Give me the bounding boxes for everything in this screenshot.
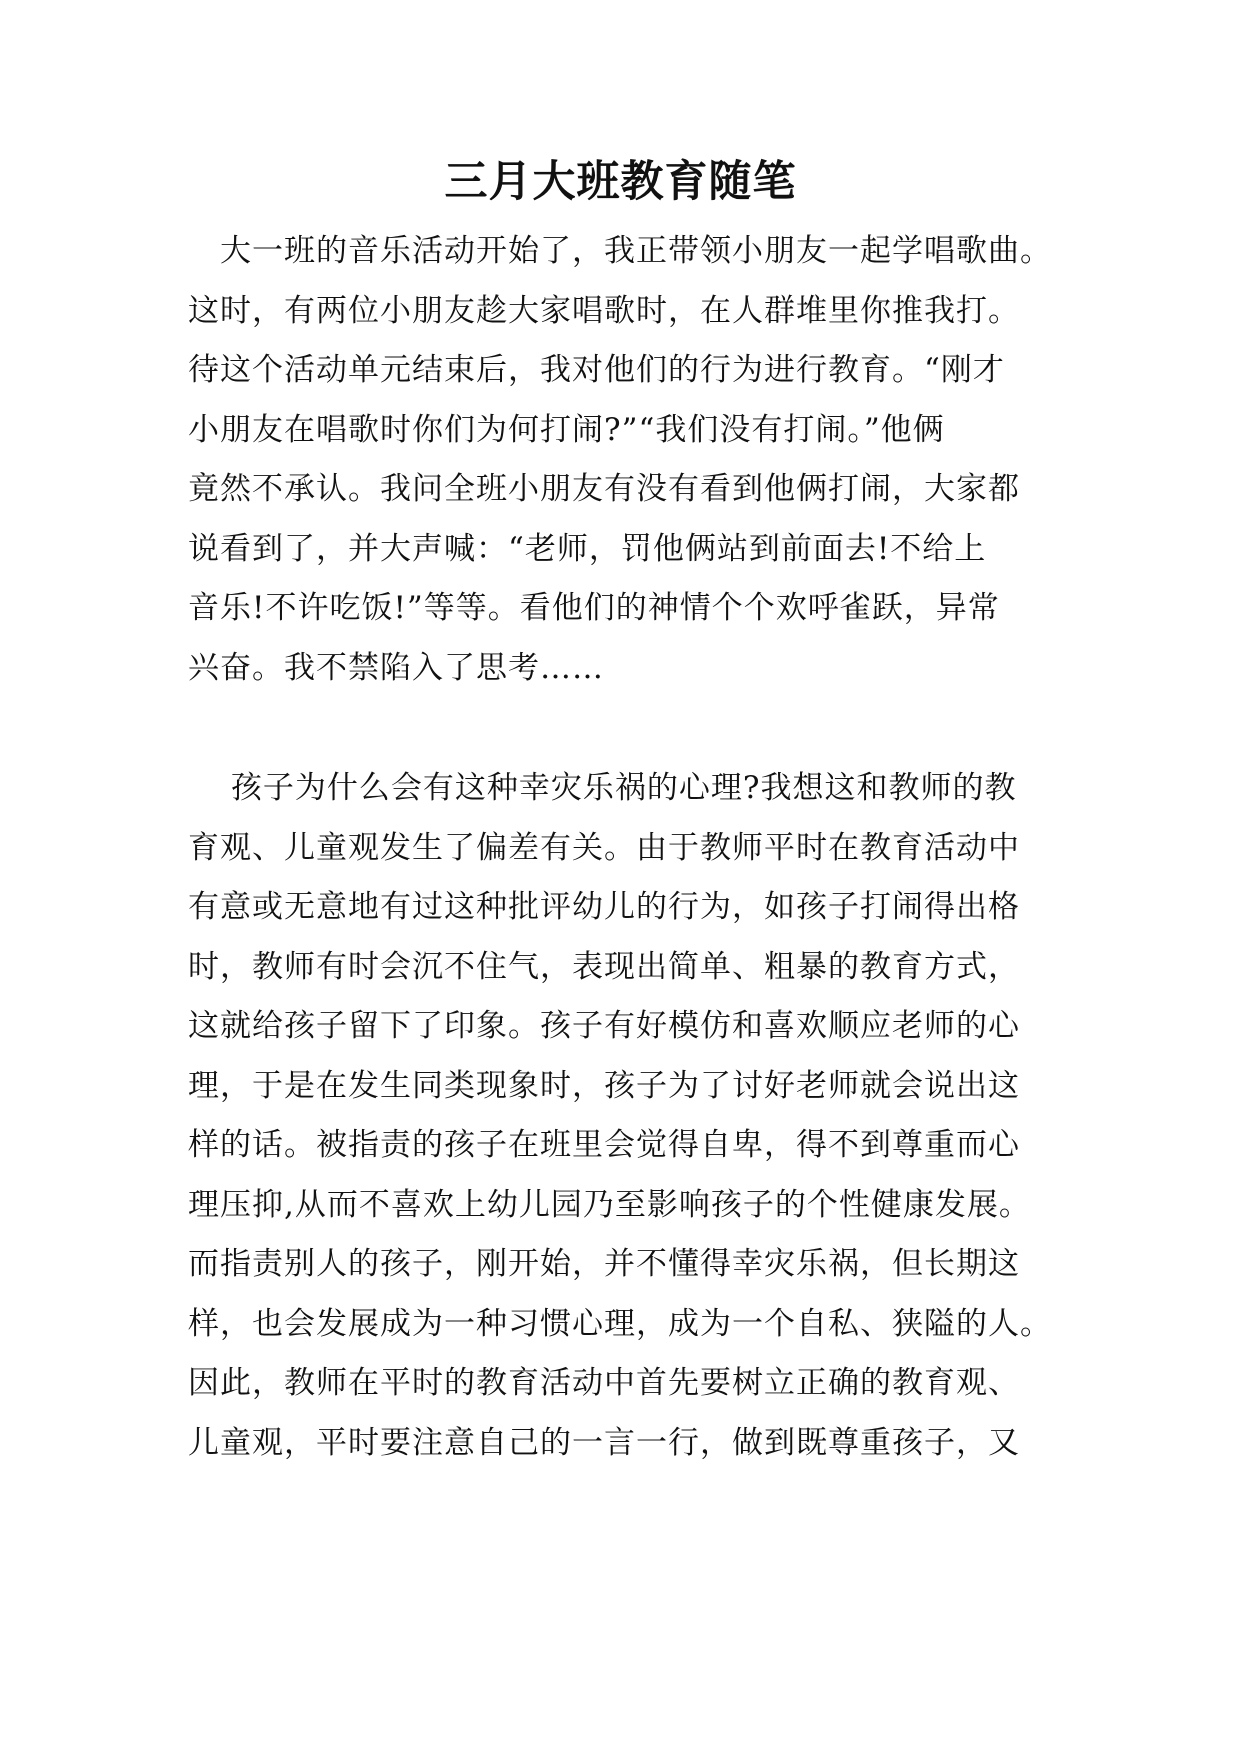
text-line: 理压抑,从而不喜欢上幼儿园乃至影响孩子的个性健康发展。	[188, 1187, 1031, 1223]
text-line: 有意或无意地有过这种批评幼儿的行为，如孩子打闹得出格	[188, 889, 1020, 925]
text-line: 竟然不承认。我问全班小朋友有没有看到他俩打闹，大家都	[188, 471, 1020, 507]
text-line: 时，教师有时会沉不住气，表现出简单、粗暴的教育方式，	[188, 949, 1020, 985]
text-line: 说看到了，并大声喊：“老师，罚他俩站到前面去!不给上	[188, 531, 987, 567]
text-line: 小朋友在唱歌时你们为何打闹?”“我们没有打闹。”他俩	[188, 412, 945, 448]
text-line: 而指责别人的孩子，刚开始，并不懂得幸灾乐祸，但长期这	[188, 1246, 1020, 1282]
text-line: 这就给孩子留下了印象。孩子有好模仿和喜欢顺应老师的心	[188, 1008, 1020, 1044]
text-line: 音乐!不许吃饭!”等等。看他们的神情个个欢呼雀跃，异常	[188, 590, 1000, 626]
text-line: 样的话。被指责的孩子在班里会觉得自卑，得不到尊重而心	[188, 1127, 1020, 1163]
text-line: 儿童观，平时要注意自己的一言一行，做到既尊重孩子，又	[188, 1425, 1020, 1461]
text-line: 孩子为什么会有这种幸灾乐祸的心理?我想这和教师的教	[188, 770, 1017, 806]
text-line: 因此，教师在平时的教育活动中首先要树立正确的教育观、	[188, 1365, 1020, 1401]
text-line: 大一班的音乐活动开始了，我正带领小朋友一起学唱歌曲。	[188, 233, 1052, 269]
text-line: 这时，有两位小朋友趁大家唱歌时，在人群堆里你推我打。	[188, 293, 1020, 329]
document-title: 三月大班教育随笔	[444, 157, 797, 207]
text-line: 待这个活动单元结束后，我对他们的行为进行教育。“刚才	[188, 352, 1005, 388]
text-line: 兴奋。我不禁陷入了思考……	[188, 650, 604, 686]
text-line: 理，于是在发生同类现象时，孩子为了讨好老师就会说出这	[188, 1068, 1020, 1104]
text-line: 育观、儿童观发生了偏差有关。由于教师平时在教育活动中	[188, 830, 1020, 866]
text-line: 样，也会发展成为一种习惯心理，成为一个自私、狭隘的人。	[188, 1306, 1052, 1342]
